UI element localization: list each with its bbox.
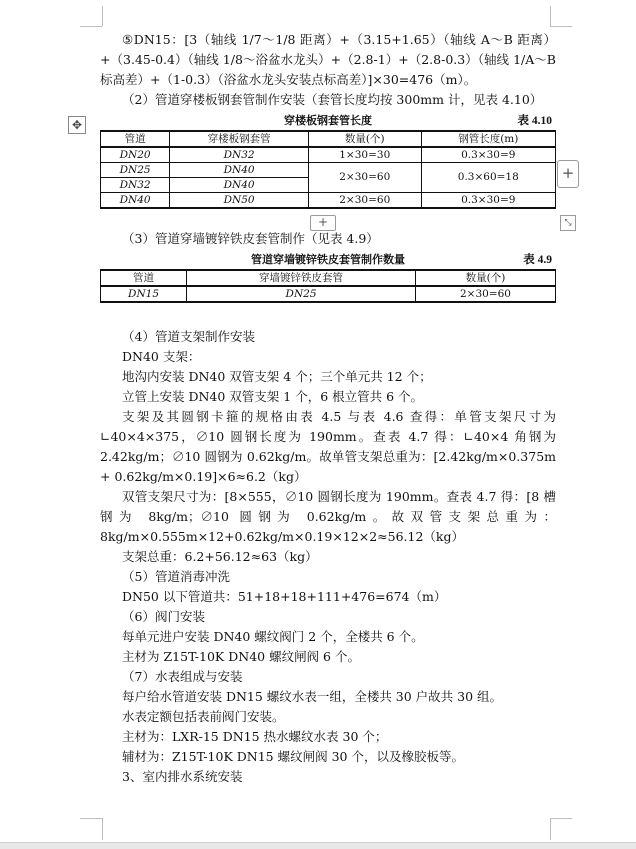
crop-mark-bottom-right-h: [550, 818, 572, 820]
paragraph-drain-heading: 3、室内排水系统安装: [122, 769, 243, 784]
table-cell-merged[interactable]: 2×30=60: [308, 163, 421, 193]
paragraph-wall-sleeve: （3）管道穿墙镀锌铁皮套管制作（见表 4.9）: [122, 231, 379, 246]
crop-mark-bottom-right: [550, 818, 552, 840]
paragraph-valve-install: 每单元进户安装 DN40 螺纹阀门 2 个，全楼共 6 个。: [122, 629, 424, 644]
paragraph-meter-quota: 水表定额包括表前阀门安装。: [122, 709, 285, 724]
table-cell[interactable]: 1×30=30: [308, 147, 421, 163]
table-cell[interactable]: DN20: [101, 147, 170, 163]
table-cell[interactable]: DN40: [170, 178, 309, 193]
table-4-10-number: 表 4.10: [517, 115, 552, 127]
table-header-cell[interactable]: 数量(个): [415, 270, 555, 286]
paragraph-support-total: 支架总重：6.2+56.12≈63（kg）: [122, 549, 318, 564]
table-cell[interactable]: 0.3×30=9: [421, 147, 555, 163]
table-header-cell[interactable]: 管道: [101, 270, 187, 286]
table-cell-merged[interactable]: 0.3×60=18: [421, 163, 555, 193]
table-header-cell[interactable]: 管道: [101, 131, 170, 147]
paragraph-trench-support: 地沟内安装 DN40 双管支架 4 个；三个单元共 12 个；: [122, 369, 432, 384]
paragraph-meter-heading: （7）水表组成与安装: [122, 669, 243, 684]
table-cell[interactable]: DN32: [170, 147, 309, 163]
crop-mark-bottom-left: [92, 818, 103, 840]
paragraph-floor-sleeve: （2）管道穿楼板钢套管制作安装（套管长度均按 300mm 计，见表 4.10）: [122, 92, 543, 107]
document-body: [100, 30, 556, 787]
table-cell[interactable]: 0.3×30=9: [421, 193, 555, 209]
table-4-9-caption: [100, 251, 556, 269]
table-4-10-title: 穿楼板钢套管长度: [284, 114, 372, 127]
table-cell[interactable]: 2×30=60: [415, 286, 555, 302]
paragraph-valve-heading: （6）阀门安装: [122, 609, 205, 624]
paragraph-meter-install: 每户给水管道安装 DN15 螺纹水表一组，全楼共 30 户故共 30 组。: [122, 689, 503, 704]
table-cell[interactable]: DN15: [101, 286, 187, 302]
table-4-10-header-row: [101, 131, 556, 147]
table-cell[interactable]: DN25: [101, 163, 170, 178]
paragraph-dn15-calc: ⑤DN15：[3（轴线 1/7～1/8 距离）+（3.15+1.65）（轴线 A～B 距离）+（3.45-0.4）（轴线 1/8～浴盆水龙头）+（2.8-1）+（2.8-0.3）（轴线 1/A～B 标高差）+（1-0.3）（浴盆水龙头安装点标高差）]×30=476（m）。: [100, 32, 556, 87]
paragraph-valve-material: 主材为 Z15T-10K DN40 螺纹闸阀 6 个。: [122, 649, 360, 664]
paragraph-support-heading: （4）管道支架制作安装: [122, 329, 255, 344]
table-header-cell[interactable]: 数量(个): [308, 131, 421, 147]
table-move-icon[interactable]: ✥: [68, 116, 86, 134]
crop-mark-bottom-left-h: [80, 818, 102, 820]
table-4-9-title: 管道穿墙镀锌铁皮套管制作数量: [251, 253, 405, 266]
add-row-button[interactable]: +: [310, 215, 336, 231]
table-cell[interactable]: DN32: [101, 178, 170, 193]
paragraph-single-support: 支架及其圆钢卡箍的规格由表 4.5 与表 4.6 查得：单管支架尺寸为∟40×4×375，∅10 圆钢长度为 190mm。查表 4.7 得：∟40×4 角钢为 2.42kg/m；∅10 圆钢为 0.62kg/m。故单管支架总重为：[2.42kg/m×0.375m + 0.62kg/m×0.19]×6≈6.2（kg）: [100, 409, 556, 484]
paragraph-flush-heading: （5）管道消毒冲洗: [122, 569, 230, 584]
crop-mark-top-left: [92, 6, 103, 26]
table-header-cell[interactable]: 钢管长度(m): [421, 131, 555, 147]
table-cell[interactable]: DN25: [187, 286, 416, 302]
paragraph-flush-length: DN50 以下管道共：51+18+18+111+476=674（m）: [122, 589, 447, 604]
table-header-cell[interactable]: 穿墙镀锌铁皮套管: [187, 270, 416, 286]
table-cell[interactable]: DN40: [170, 163, 309, 178]
table-row: [101, 193, 556, 209]
paragraph-meter-main-material: 主材为：LXR-15 DN15 热水螺纹水表 30 个；: [122, 729, 388, 744]
table-resize-icon[interactable]: ⤡: [560, 215, 576, 231]
table-4-9: [100, 269, 556, 303]
paragraph-riser-support: 立管上安装 DN40 双管支架 1 个，6 根立管共 6 个。: [122, 389, 424, 404]
table-row: [101, 147, 556, 163]
paragraph-double-support: 双管支架尺寸为：[8×555，∅10 圆钢长度为 190mm。查表 4.7 得：[8 槽钢为 8kg/m；∅10 圆钢为 0.62kg/m。故双管支架总重为：8kg/m×0.555m×12+0.62kg/m×0.19×12×2≈56.12（kg）: [100, 489, 556, 544]
paragraph-dn40-support: DN40 支架：: [122, 349, 201, 364]
table-row: [101, 286, 556, 302]
table-4-10-caption: [100, 112, 556, 130]
table-4-9-header-row: [101, 270, 556, 286]
crop-mark-top-right: [550, 6, 552, 26]
table-4-10: [100, 130, 556, 209]
crop-mark-top-left-h: [80, 25, 102, 27]
table-4-9-number: 表 4.9: [523, 254, 552, 266]
table-cell[interactable]: 2×30=60: [308, 193, 421, 209]
paragraph-meter-aux-material: 辅材为：Z15T-10K DN15 螺纹闸阀 30 个，以及橡胶板等。: [122, 749, 464, 764]
table-cell[interactable]: DN40: [101, 193, 170, 209]
add-column-button[interactable]: +: [557, 160, 579, 188]
crop-mark-top-right-h: [550, 25, 572, 27]
table-cell[interactable]: DN50: [170, 193, 309, 209]
table-row: [101, 163, 556, 178]
table-header-cell[interactable]: 穿楼板钢套管: [170, 131, 309, 147]
